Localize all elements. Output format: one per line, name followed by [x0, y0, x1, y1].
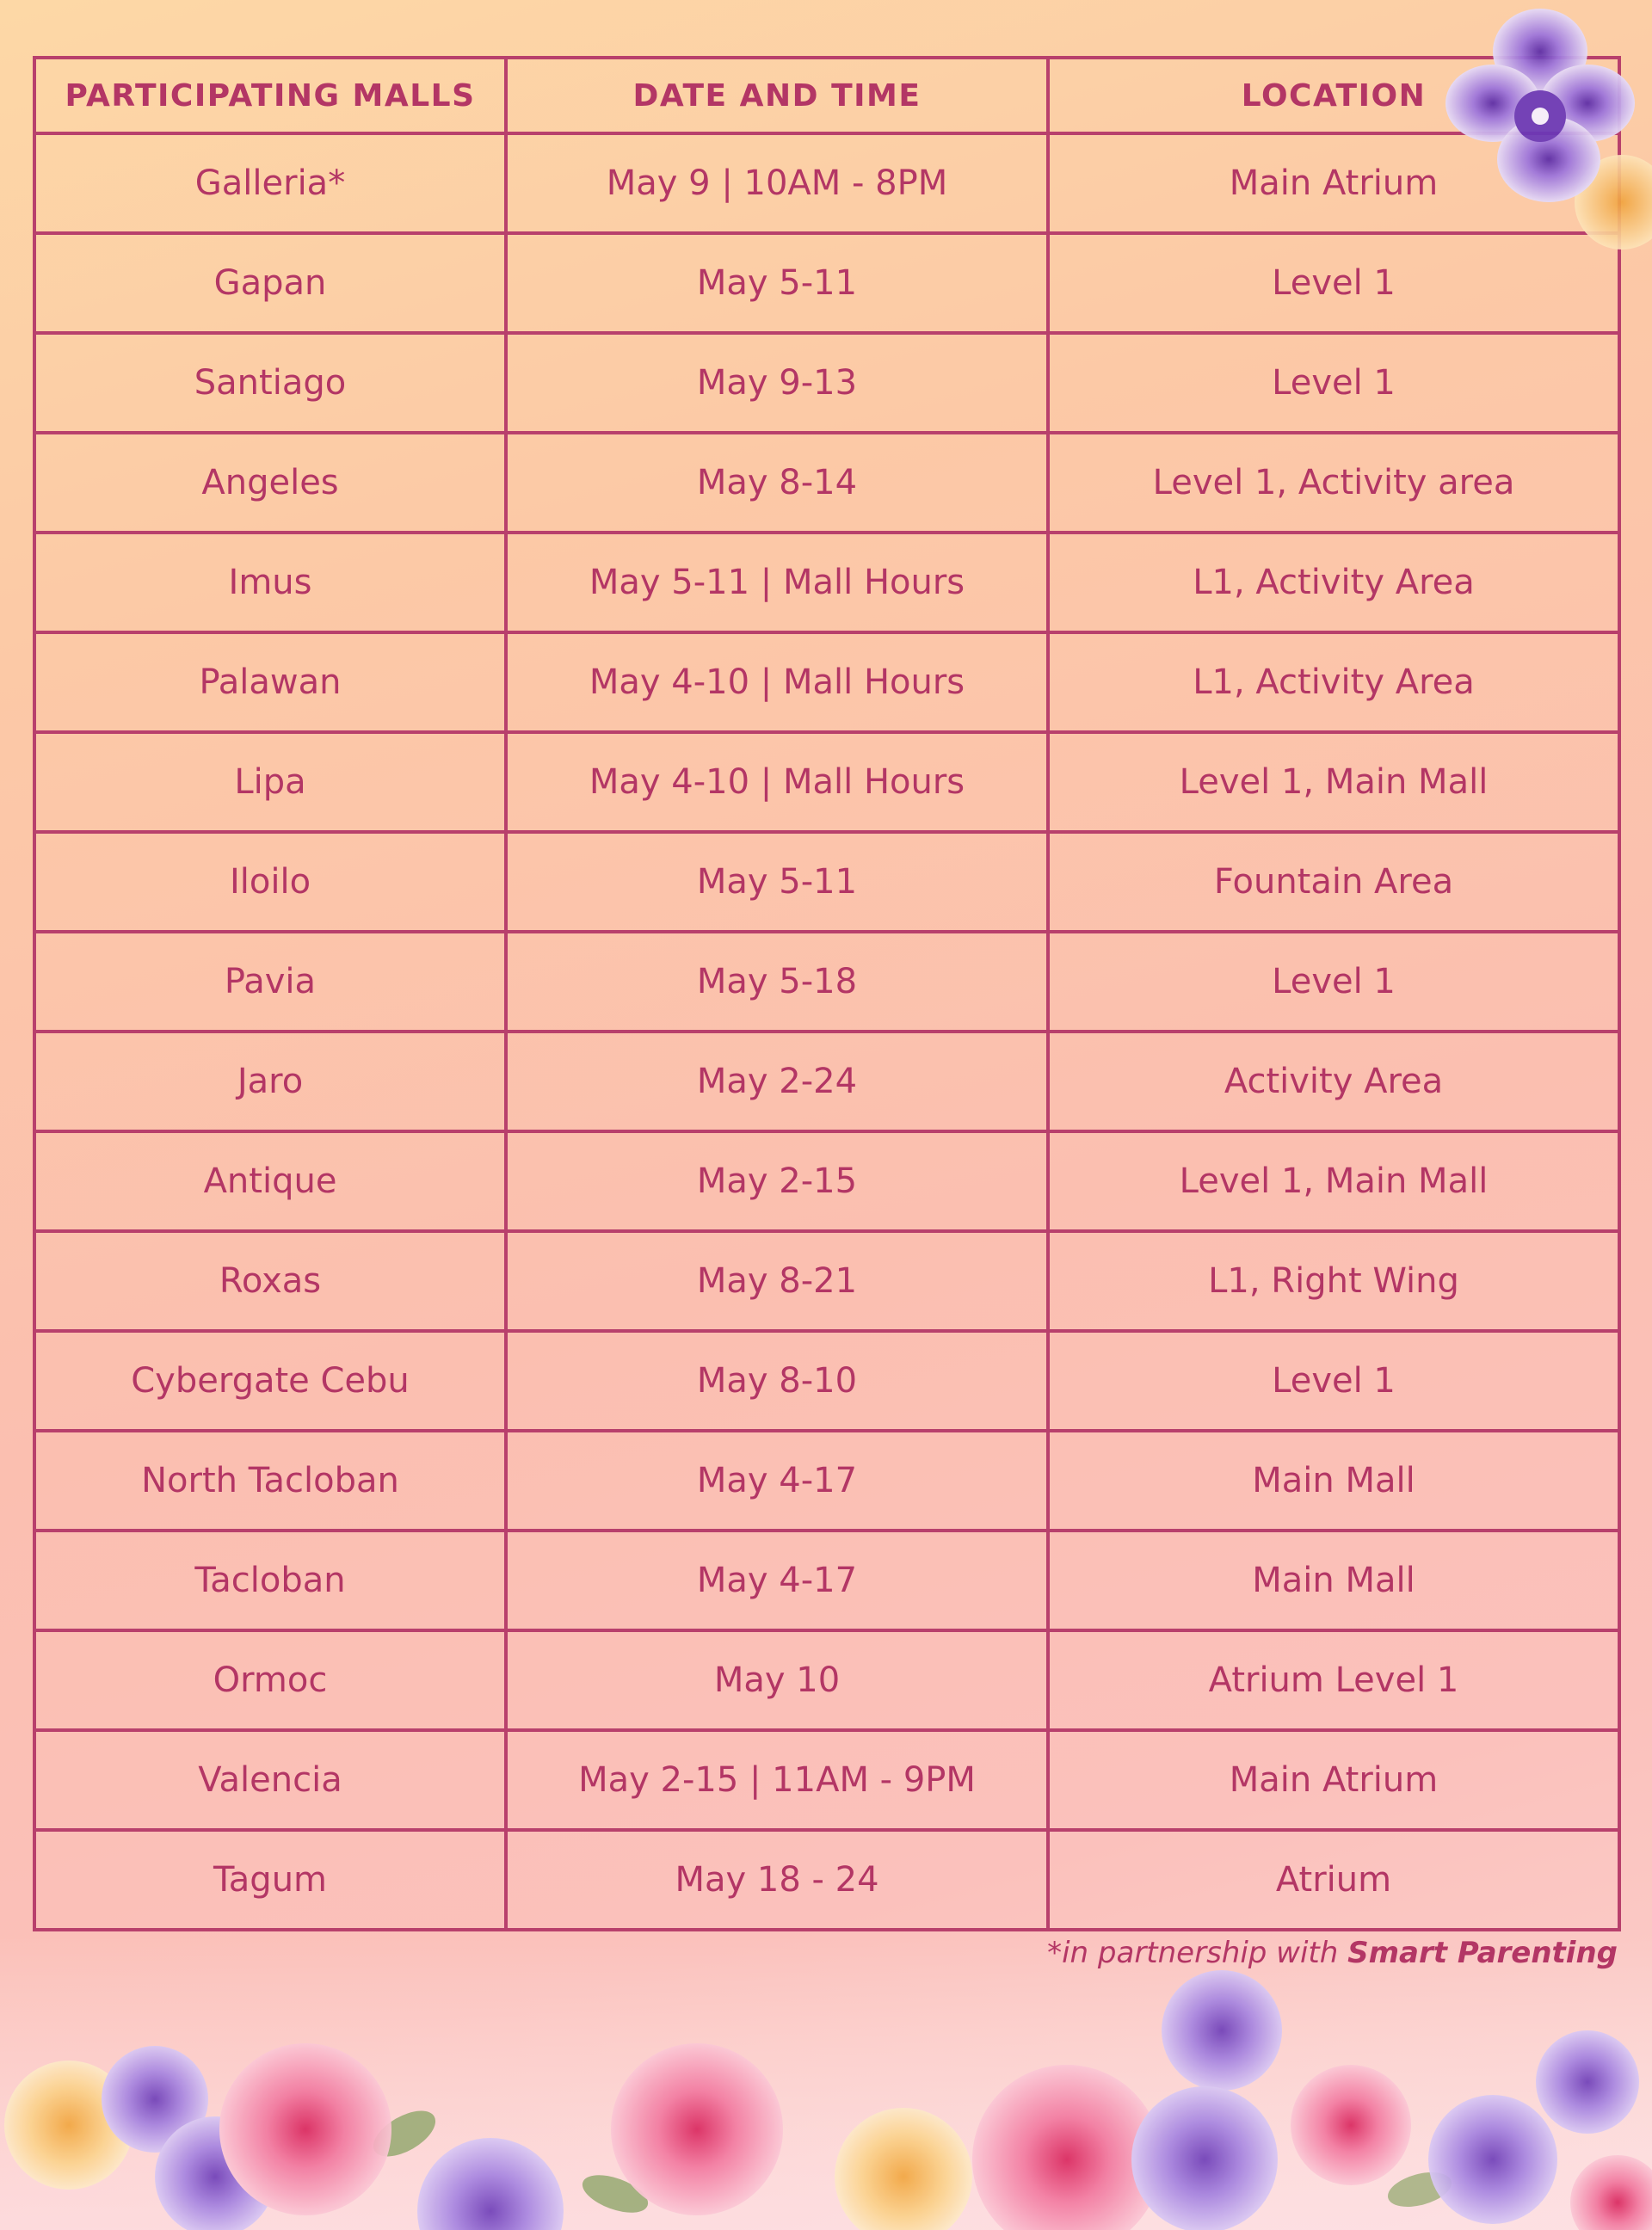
- mall-name-cell: Palawan: [34, 632, 506, 732]
- date-time-cell: May 2-15: [506, 1131, 1048, 1231]
- mall-name-cell: Antique: [34, 1131, 506, 1231]
- mall-name-cell: Tagum: [34, 1830, 506, 1930]
- location-cell: Main Mall: [1048, 1531, 1619, 1630]
- date-time-cell: May 5-11: [506, 832, 1048, 932]
- date-time-cell: May 18 - 24: [506, 1830, 1048, 1930]
- table-row: [34, 1630, 1619, 1730]
- table-row: [34, 832, 1619, 932]
- location-cell: Main Atrium: [1048, 133, 1619, 233]
- table-row: [34, 1431, 1619, 1531]
- date-time-cell: May 2-15 | 11AM - 9PM: [506, 1730, 1048, 1830]
- schedule-sheet: [33, 56, 1618, 1931]
- location-cell: L1, Activity Area: [1048, 632, 1619, 732]
- location-cell: Level 1: [1048, 333, 1619, 433]
- date-time-cell: May 8-14: [506, 433, 1048, 533]
- table-row: [34, 433, 1619, 533]
- table-row: [34, 1131, 1619, 1231]
- mall-name-cell: Valencia: [34, 1730, 506, 1830]
- mall-name-cell: Gapan: [34, 233, 506, 333]
- mall-name-cell: Pavia: [34, 932, 506, 1032]
- date-time-cell: May 4-10 | Mall Hours: [506, 732, 1048, 832]
- mall-name-cell: Lipa: [34, 732, 506, 832]
- date-time-cell: May 4-17: [506, 1531, 1048, 1630]
- mall-name-cell: Cybergate Cebu: [34, 1331, 506, 1431]
- mall-name-cell: Ormoc: [34, 1630, 506, 1730]
- mall-name-cell: Galleria*: [34, 133, 506, 233]
- date-time-cell: May 9-13: [506, 333, 1048, 433]
- table-row: [34, 1032, 1619, 1131]
- location-cell: Level 1, Main Mall: [1048, 732, 1619, 832]
- column-header-location: LOCATION: [1048, 58, 1619, 133]
- date-time-cell: May 5-11 | Mall Hours: [506, 533, 1048, 632]
- location-cell: Main Atrium: [1048, 1730, 1619, 1830]
- mall-name-cell: Iloilo: [34, 832, 506, 932]
- date-time-cell: May 5-18: [506, 932, 1048, 1032]
- date-time-cell: May 8-21: [506, 1231, 1048, 1331]
- column-header-date-time: DATE AND TIME: [506, 58, 1048, 133]
- table-row: [34, 932, 1619, 1032]
- table-header-row: [34, 58, 1619, 133]
- location-cell: Level 1, Activity area: [1048, 433, 1619, 533]
- table-row: [34, 1231, 1619, 1331]
- schedule-table: [33, 56, 1621, 1931]
- footnote-prefix: *in partnership with: [1047, 1936, 1348, 1970]
- table-row: [34, 233, 1619, 333]
- table-body: [34, 133, 1619, 1930]
- table-row: [34, 133, 1619, 233]
- mall-name-cell: Jaro: [34, 1032, 506, 1131]
- table-row: [34, 732, 1619, 832]
- location-cell: Fountain Area: [1048, 832, 1619, 932]
- date-time-cell: May 2-24: [506, 1032, 1048, 1131]
- table-row: [34, 1531, 1619, 1630]
- location-cell: Activity Area: [1048, 1032, 1619, 1131]
- table-row: [34, 1830, 1619, 1930]
- location-cell: Level 1, Main Mall: [1048, 1131, 1619, 1231]
- table-row: [34, 1730, 1619, 1830]
- flower-corner-icon: [1420, 0, 1652, 249]
- mall-name-cell: North Tacloban: [34, 1431, 506, 1531]
- date-time-cell: May 5-11: [506, 233, 1048, 333]
- mall-name-cell: Roxas: [34, 1231, 506, 1331]
- table-row: [34, 533, 1619, 632]
- mall-name-cell: Tacloban: [34, 1531, 506, 1630]
- date-time-cell: May 10: [506, 1630, 1048, 1730]
- location-cell: Level 1: [1048, 233, 1619, 333]
- date-time-cell: May 9 | 10AM - 8PM: [506, 133, 1048, 233]
- table-row: [34, 632, 1619, 732]
- date-time-cell: May 4-10 | Mall Hours: [506, 632, 1048, 732]
- location-cell: L1, Right Wing: [1048, 1231, 1619, 1331]
- mall-name-cell: Imus: [34, 533, 506, 632]
- table-row: [34, 333, 1619, 433]
- partnership-footnote: [1047, 1936, 1618, 1970]
- mall-name-cell: Angeles: [34, 433, 506, 533]
- mall-name-cell: Santiago: [34, 333, 506, 433]
- location-cell: Main Mall: [1048, 1431, 1619, 1531]
- footnote-brand: Smart Parenting: [1347, 1936, 1618, 1970]
- date-time-cell: May 8-10: [506, 1331, 1048, 1431]
- column-header-malls: PARTICIPATING MALLS: [34, 58, 506, 133]
- location-cell: Level 1: [1048, 1331, 1619, 1431]
- table-row: [34, 1331, 1619, 1431]
- location-cell: Atrium: [1048, 1830, 1619, 1930]
- date-time-cell: May 4-17: [506, 1431, 1048, 1531]
- location-cell: L1, Activity Area: [1048, 533, 1619, 632]
- location-cell: Level 1: [1048, 932, 1619, 1032]
- location-cell: Atrium Level 1: [1048, 1630, 1619, 1730]
